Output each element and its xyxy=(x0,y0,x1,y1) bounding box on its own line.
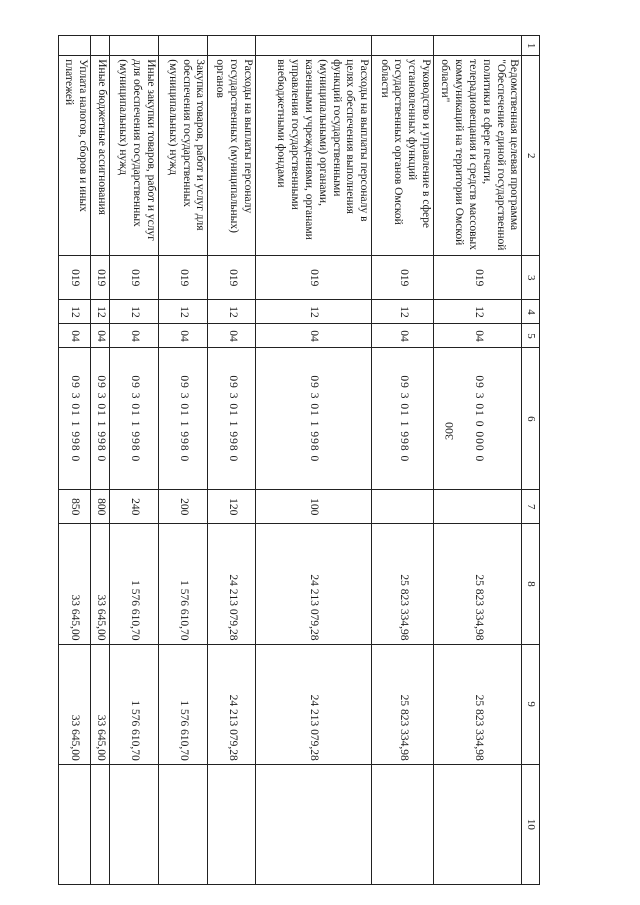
cell-amount: 33 645,00 xyxy=(91,524,110,644)
cell-amount xyxy=(159,764,208,884)
cell-ministry: 019 xyxy=(372,256,434,300)
cell-target-code: 09 3 01 1 998 0 xyxy=(159,348,208,490)
table-row xyxy=(255,36,371,885)
cell-ministry: 019 xyxy=(59,256,91,300)
cell-index xyxy=(255,36,371,56)
cell-subsection: 04 xyxy=(59,324,91,348)
cell-description: Ведомственная целевая программа "Обеспечение единой государственной политики в сфере печати, телерадиовещания и средств массовых коммуникаций на территории Омской области" xyxy=(434,56,522,256)
cell-ministry: 019 xyxy=(434,256,522,300)
cell-expense-type: 800 xyxy=(91,490,110,524)
cell-amount: 33 645,00 xyxy=(91,644,110,764)
cell-section: 12 xyxy=(208,300,255,324)
cell-description: Расходы на выплаты персоналу в целях обеспечения выполнения функций государственными (муниципальными) органами, казенными учреждениями, органами управления государственными внебюджетными фондами xyxy=(255,56,371,256)
cell-amount xyxy=(91,764,110,884)
table-row xyxy=(159,36,208,885)
page-number: 300 xyxy=(442,422,456,440)
column-header: 2 xyxy=(522,56,540,256)
cell-ministry: 019 xyxy=(208,256,255,300)
column-header: 9 xyxy=(522,644,540,764)
column-header: 8 xyxy=(522,524,540,644)
cell-amount xyxy=(255,764,371,884)
cell-description: Руководство и управление в сфере установленных функций государственных органов Омской области xyxy=(372,56,434,256)
table-row xyxy=(59,36,91,885)
cell-target-code: 09 3 01 1 998 0 xyxy=(59,348,91,490)
cell-expense-type: 850 xyxy=(59,490,91,524)
cell-amount: 25 823 334,98 xyxy=(372,524,434,644)
cell-amount: 1 576 610,70 xyxy=(109,524,158,644)
cell-subsection: 04 xyxy=(372,324,434,348)
cell-amount: 24 213 079,28 xyxy=(255,524,371,644)
cell-index xyxy=(109,36,158,56)
cell-expense-type: 200 xyxy=(159,490,208,524)
cell-amount: 25 823 334,98 xyxy=(372,644,434,764)
table-row xyxy=(91,36,110,885)
column-header: 1 xyxy=(522,36,540,56)
column-header: 4 xyxy=(522,300,540,324)
cell-amount xyxy=(372,764,434,884)
cell-target-code: 09 3 01 0 000 0 xyxy=(434,348,522,490)
cell-amount: 24 213 079,28 xyxy=(255,644,371,764)
cell-section: 12 xyxy=(372,300,434,324)
cell-description: Закупка товаров, работ и услуг для обеспечения государственных (муниципальных) нужд xyxy=(159,56,208,256)
cell-amount: 25 823 334,98 xyxy=(434,644,522,764)
cell-description: Иные закупки товаров, работ и услуг для обеспечения государственных (муниципальных) нужд xyxy=(109,56,158,256)
cell-ministry: 019 xyxy=(159,256,208,300)
cell-expense-type xyxy=(372,490,434,524)
cell-target-code: 09 3 01 1 998 0 xyxy=(208,348,255,490)
cell-amount xyxy=(434,764,522,884)
cell-target-code: 09 3 01 1 998 0 xyxy=(255,348,371,490)
budget-table xyxy=(58,35,540,885)
cell-index xyxy=(208,36,255,56)
table-row xyxy=(109,36,158,885)
cell-subsection: 04 xyxy=(109,324,158,348)
cell-description: Уплата налогов, сборов и иных платежей xyxy=(59,56,91,256)
cell-subsection: 04 xyxy=(255,324,371,348)
cell-index xyxy=(372,36,434,56)
cell-subsection: 04 xyxy=(159,324,208,348)
cell-subsection: 04 xyxy=(91,324,110,348)
cell-amount: 24 213 079,28 xyxy=(208,524,255,644)
cell-target-code: 09 3 01 1 998 0 xyxy=(91,348,110,490)
cell-amount: 1 576 610,70 xyxy=(159,524,208,644)
cell-index xyxy=(434,36,522,56)
cell-amount: 1 576 610,70 xyxy=(109,644,158,764)
table-row xyxy=(208,36,255,885)
cell-section: 12 xyxy=(159,300,208,324)
cell-section: 12 xyxy=(434,300,522,324)
cell-description: Расходы на выплаты персоналу государственных (муниципальных) органов xyxy=(208,56,255,256)
cell-index xyxy=(159,36,208,56)
column-header: 10 xyxy=(522,764,540,884)
table-row xyxy=(372,36,434,885)
cell-ministry: 019 xyxy=(91,256,110,300)
cell-ministry: 019 xyxy=(255,256,371,300)
cell-amount: 1 576 610,70 xyxy=(159,644,208,764)
cell-section: 12 xyxy=(109,300,158,324)
column-header: 5 xyxy=(522,324,540,348)
cell-subsection: 04 xyxy=(208,324,255,348)
cell-section: 12 xyxy=(91,300,110,324)
table-row xyxy=(434,36,522,885)
cell-description: Иные бюджетные ассигнования xyxy=(91,56,110,256)
header-row xyxy=(522,36,540,885)
cell-amount xyxy=(59,764,91,884)
cell-amount: 33 645,00 xyxy=(59,644,91,764)
cell-section: 12 xyxy=(255,300,371,324)
cell-section: 12 xyxy=(59,300,91,324)
cell-amount: 33 645,00 xyxy=(59,524,91,644)
cell-index xyxy=(91,36,110,56)
column-header: 6 xyxy=(522,348,540,490)
cell-subsection: 04 xyxy=(434,324,522,348)
cell-expense-type: 240 xyxy=(109,490,158,524)
cell-expense-type: 100 xyxy=(255,490,371,524)
column-header: 3 xyxy=(522,256,540,300)
cell-amount xyxy=(208,764,255,884)
cell-target-code: 09 3 01 1 998 0 xyxy=(372,348,434,490)
cell-index xyxy=(59,36,91,56)
column-header: 7 xyxy=(522,490,540,524)
cell-expense-type: 120 xyxy=(208,490,255,524)
cell-amount: 24 213 079,28 xyxy=(208,644,255,764)
cell-ministry: 019 xyxy=(109,256,158,300)
cell-amount: 25 823 334,98 xyxy=(434,524,522,644)
cell-target-code: 09 3 01 1 998 0 xyxy=(109,348,158,490)
cell-amount xyxy=(109,764,158,884)
cell-expense-type xyxy=(434,490,522,524)
